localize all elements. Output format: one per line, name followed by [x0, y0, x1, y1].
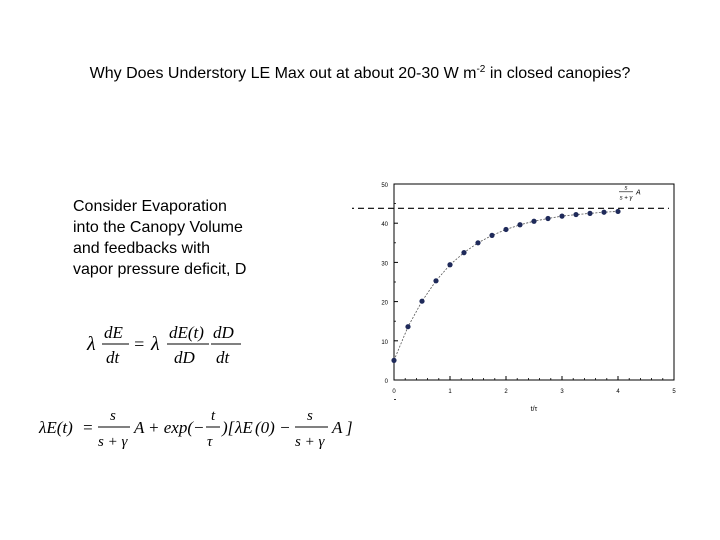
chart-axes	[381, 183, 676, 413]
svg-text:A: A	[332, 418, 343, 437]
data-point	[559, 214, 564, 219]
data-point	[545, 216, 550, 221]
equation-derivative	[85, 318, 255, 370]
svg-text:dD: dD	[174, 348, 195, 367]
note-line-1: Consider Evaporation	[73, 198, 227, 215]
series-group	[391, 209, 620, 363]
data-point	[419, 299, 424, 304]
data-point	[531, 219, 536, 224]
svg-text:+ exp(−: + exp(−	[148, 418, 205, 437]
svg-text:s + γ: s + γ	[295, 434, 325, 450]
y-tick-label: 0	[384, 379, 388, 385]
data-point	[517, 222, 522, 227]
note-line-4: vapor pressure deficit, D	[73, 261, 247, 278]
chart-svg	[352, 176, 692, 416]
x-tick-label: 2	[504, 389, 508, 395]
x-axis-label: t/τ	[530, 406, 538, 413]
equation-derivative-svg	[85, 318, 255, 370]
data-point	[573, 212, 578, 217]
asymptote-label-numerator: s	[624, 185, 628, 192]
data-point	[503, 227, 508, 232]
y-tick-label: 50	[381, 183, 388, 189]
note-line-3: and feedbacks with	[73, 240, 210, 257]
equation-solution-svg	[38, 404, 358, 454]
x-tick-label: 1	[448, 389, 452, 395]
svg-text:dE: dE	[104, 323, 123, 342]
svg-text:]: ]	[346, 418, 353, 437]
asymptote-label-A: A	[636, 189, 641, 197]
svg-text:τ: τ	[207, 434, 213, 450]
svg-text:s: s	[307, 408, 313, 424]
title-exponent: -2	[476, 64, 486, 75]
data-point	[601, 210, 606, 215]
data-point	[615, 209, 620, 214]
asymptote-group	[352, 185, 669, 208]
svg-text:A: A	[134, 418, 145, 437]
data-point	[489, 233, 494, 238]
x-tick-label: 3	[560, 389, 564, 395]
svg-text:dt: dt	[216, 348, 230, 367]
data-point	[461, 250, 466, 255]
x-tick-label: 0	[392, 389, 396, 395]
svg-text:(0) −: (0) −	[255, 418, 291, 437]
data-point	[433, 278, 438, 283]
data-point	[475, 240, 480, 245]
data-point	[391, 358, 396, 363]
svg-text:λE: λE	[235, 418, 253, 437]
y-tick-label: 40	[381, 222, 388, 229]
svg-text:λ: λ	[87, 333, 96, 355]
x-tick-label: 5	[672, 389, 676, 395]
series-line	[394, 211, 618, 360]
svg-text:)[: )[	[222, 418, 235, 437]
equation-solution	[38, 404, 358, 454]
svg-text:s: s	[110, 408, 116, 424]
asymptote-label-denominator: s + γ	[619, 195, 633, 202]
data-point	[447, 262, 452, 267]
y-tick-label: 20	[381, 300, 388, 307]
note-text	[73, 196, 293, 280]
x-tick-label: 4	[616, 389, 620, 395]
chart-container	[352, 176, 692, 416]
svg-text:dt: dt	[106, 348, 120, 367]
svg-text:s + γ: s + γ	[98, 434, 128, 450]
svg-text:λ: λ	[151, 333, 160, 355]
svg-text:dD: dD	[213, 323, 234, 342]
svg-text:dE(t): dE(t)	[169, 323, 204, 342]
data-point	[587, 211, 592, 216]
slide-title: Why Does Understory LE Max out at about 20-30 W $m^{-2}$ in closed canopies?	[89, 64, 631, 82]
svg-text:=: =	[133, 334, 146, 354]
note-line-2: into the Canopy Volume	[73, 219, 243, 236]
svg-text:=: =	[82, 418, 94, 437]
data-point	[405, 324, 410, 329]
y-tick-label: 10	[381, 339, 388, 346]
svg-text:λE(t): λE(t)	[39, 418, 73, 437]
svg-text:t: t	[211, 408, 216, 424]
y-tick-label: 30	[381, 261, 388, 268]
